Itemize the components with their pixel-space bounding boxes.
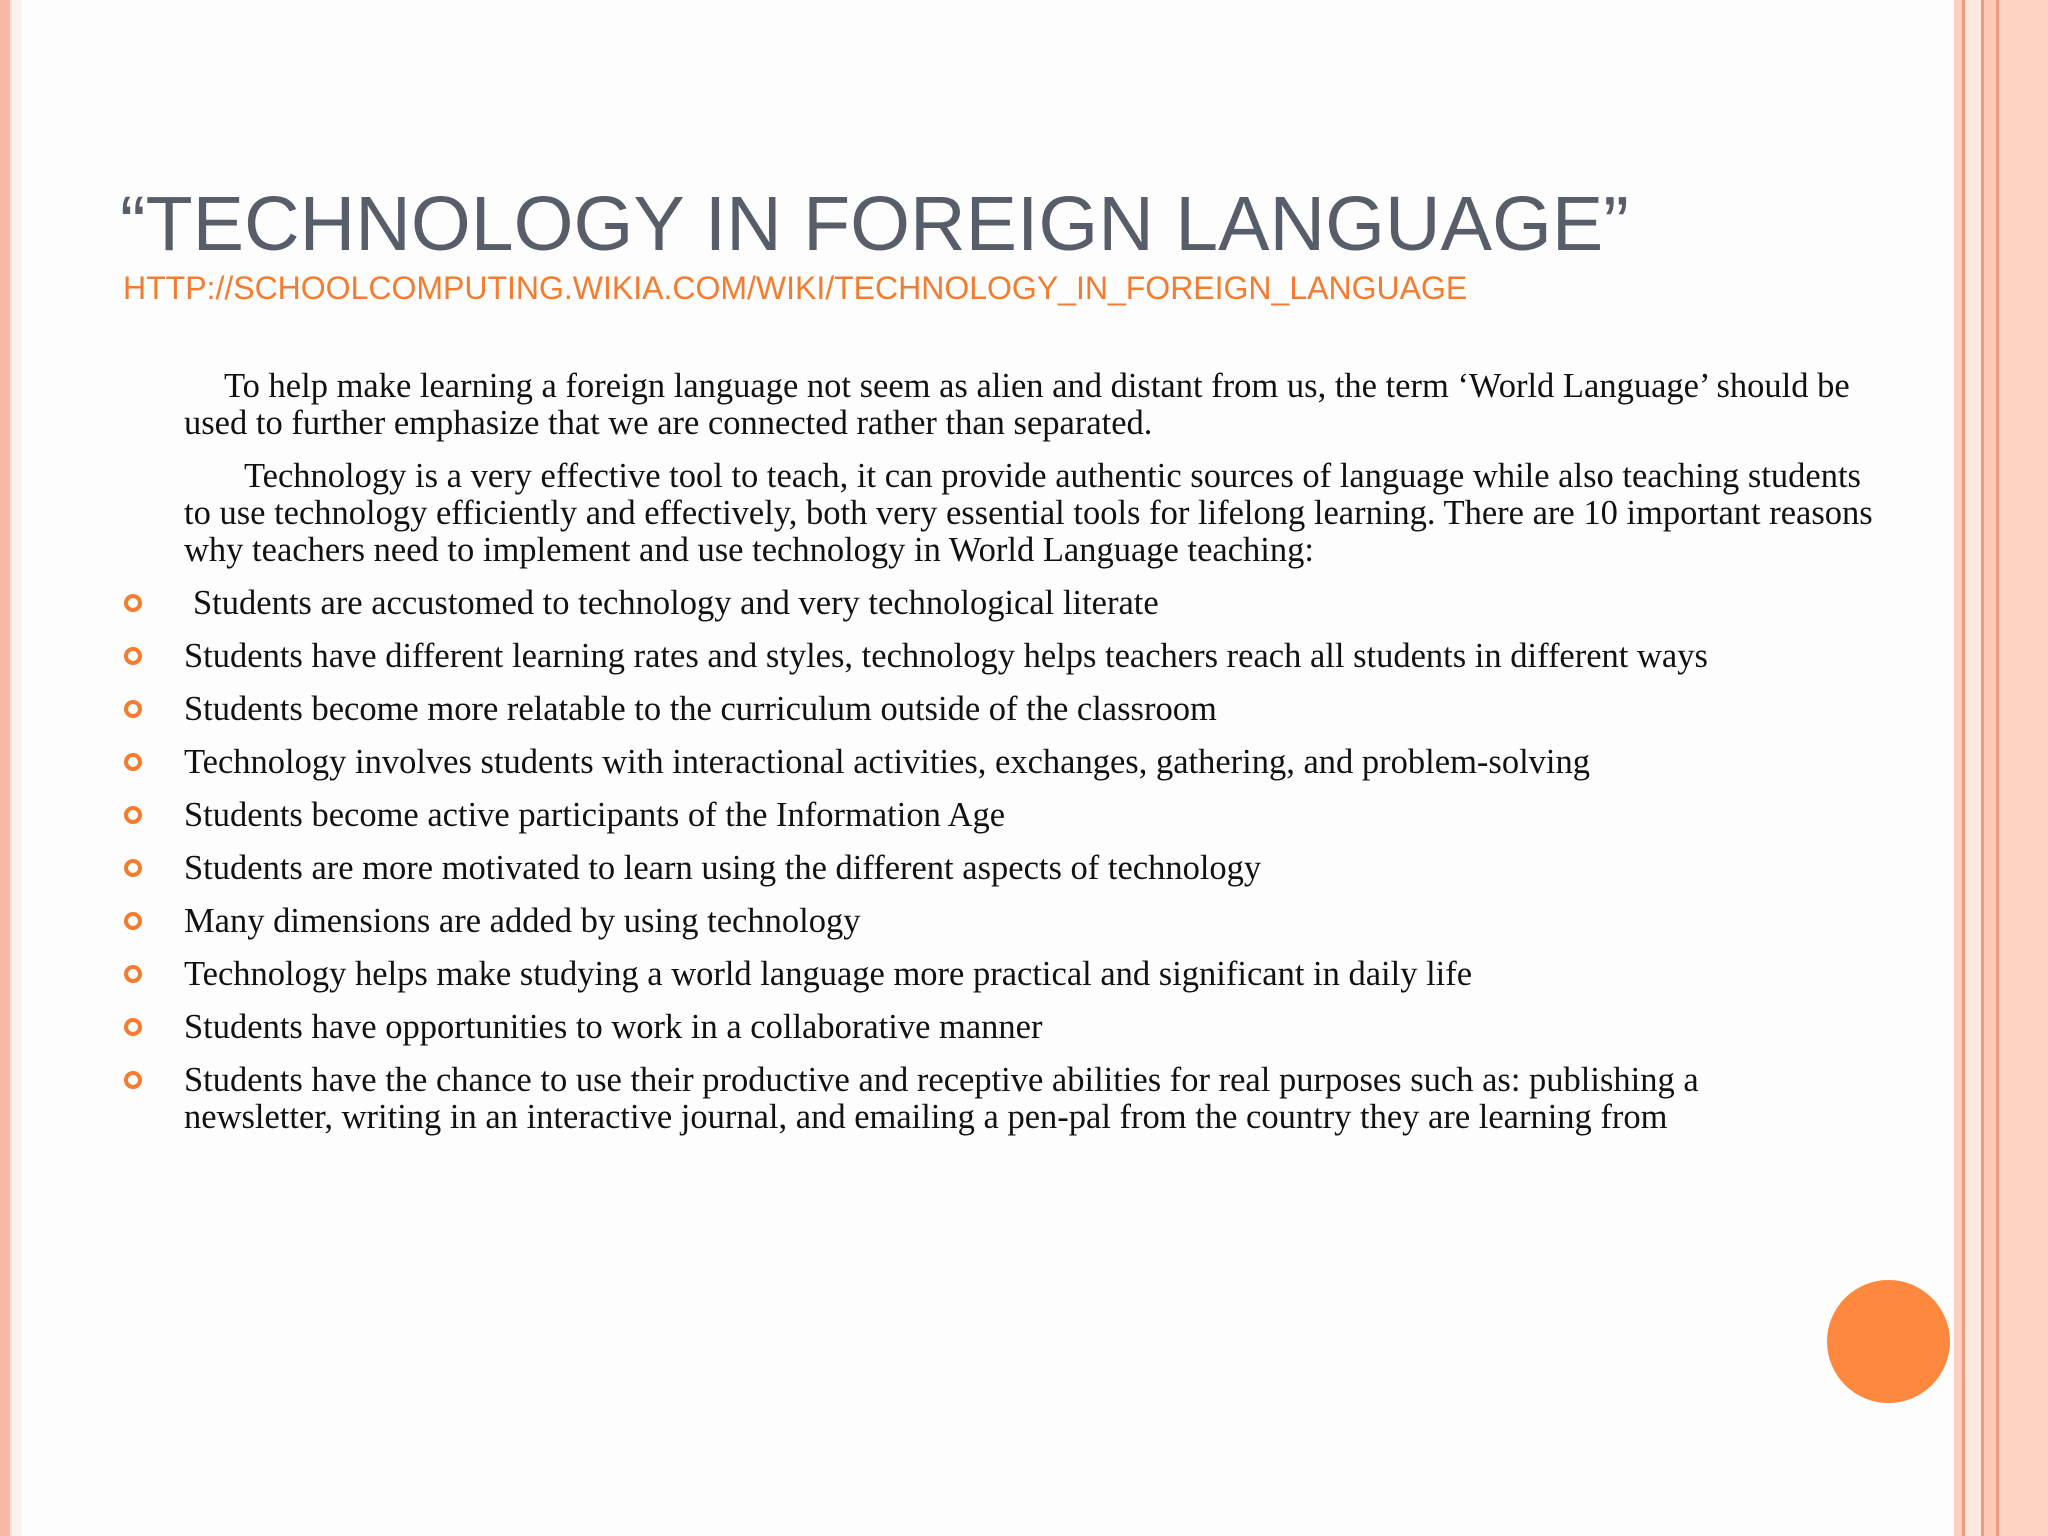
ring-bullet-icon	[124, 912, 142, 930]
right-border-stripe-1	[1954, 0, 1962, 1536]
ring-bullet-icon	[124, 647, 142, 665]
ring-bullet-icon	[124, 594, 142, 612]
list-item-text: Students become more relatable to the curriculum outside of the classroom	[184, 690, 1217, 728]
right-border-stripe-2	[1965, 0, 1981, 1536]
ring-bullet-icon	[124, 806, 142, 824]
list-item-text: Many dimensions are added by using technology	[184, 902, 861, 940]
list-item	[0, 691, 1880, 728]
list-item	[0, 850, 1880, 887]
slide-body	[0, 368, 1880, 1152]
list-item-text: Students have different learning rates and styles, technology helps teachers reach all students in different ways	[184, 637, 1708, 675]
list-item-text: Students become active participants of the Information Age	[184, 796, 1006, 834]
decorative-orange-circle	[1827, 1280, 1950, 1403]
reasons-list	[0, 585, 1880, 1136]
right-border-stripe-3	[1984, 0, 1996, 1536]
right-border-stripe-4	[1999, 0, 2048, 1536]
list-item	[0, 1009, 1880, 1046]
ring-bullet-icon	[124, 753, 142, 771]
ring-bullet-icon	[124, 965, 142, 983]
list-item-text: Technology helps make studying a world language more practical and significant in daily life	[184, 955, 1473, 993]
ring-bullet-icon	[124, 1071, 142, 1089]
slide-title: “TECHNOLOGY IN FOREIGN LANGUAGE”	[120, 181, 1629, 267]
list-item-text: Technology involves students with interactional activities, exchanges, gathering, and problem-solving	[184, 743, 1590, 781]
list-item	[0, 1062, 1880, 1136]
list-item	[0, 744, 1880, 781]
list-item	[0, 797, 1880, 834]
list-item	[0, 956, 1880, 993]
ring-bullet-icon	[124, 700, 142, 718]
list-item-text: Students are accustomed to technology and very technological literate	[193, 584, 1159, 622]
source-link[interactable]: HTTP://SCHOOLCOMPUTING.WIKIA.COM/WIKI/TECHNOLOGY_IN_FOREIGN_LANGUAGE	[123, 270, 1468, 306]
list-item	[0, 585, 1880, 622]
list-item	[0, 638, 1880, 675]
list-item-text: Students have opportunities to work in a collaborative manner	[184, 1008, 1043, 1046]
list-item	[0, 903, 1880, 940]
context-paragraph: Technology is a very effective tool to teach, it can provide authentic sources of language while also teaching students to use technology efficiently and effectively, both very essential tools for lifelong learning. There are 10 important reasons why teachers need to implement and use technology in World Language teaching:	[184, 457, 1873, 569]
list-item-text: Students are more motivated to learn using the different aspects of technology	[184, 849, 1262, 887]
intro-paragraph: To help make learning a foreign language not seem as alien and distant from us, the term ‘World Language’ should be used to further emphasize that we are connected rather than separated.	[184, 367, 1850, 442]
ring-bullet-icon	[124, 859, 142, 877]
list-item-text: Students have the chance to use their productive and receptive abilities for real purposes such as: publishing a newsletter, writing in an interactive journal, and emailing a pen-pal from the country they are learning from	[184, 1061, 1699, 1136]
ring-bullet-icon	[124, 1018, 142, 1036]
